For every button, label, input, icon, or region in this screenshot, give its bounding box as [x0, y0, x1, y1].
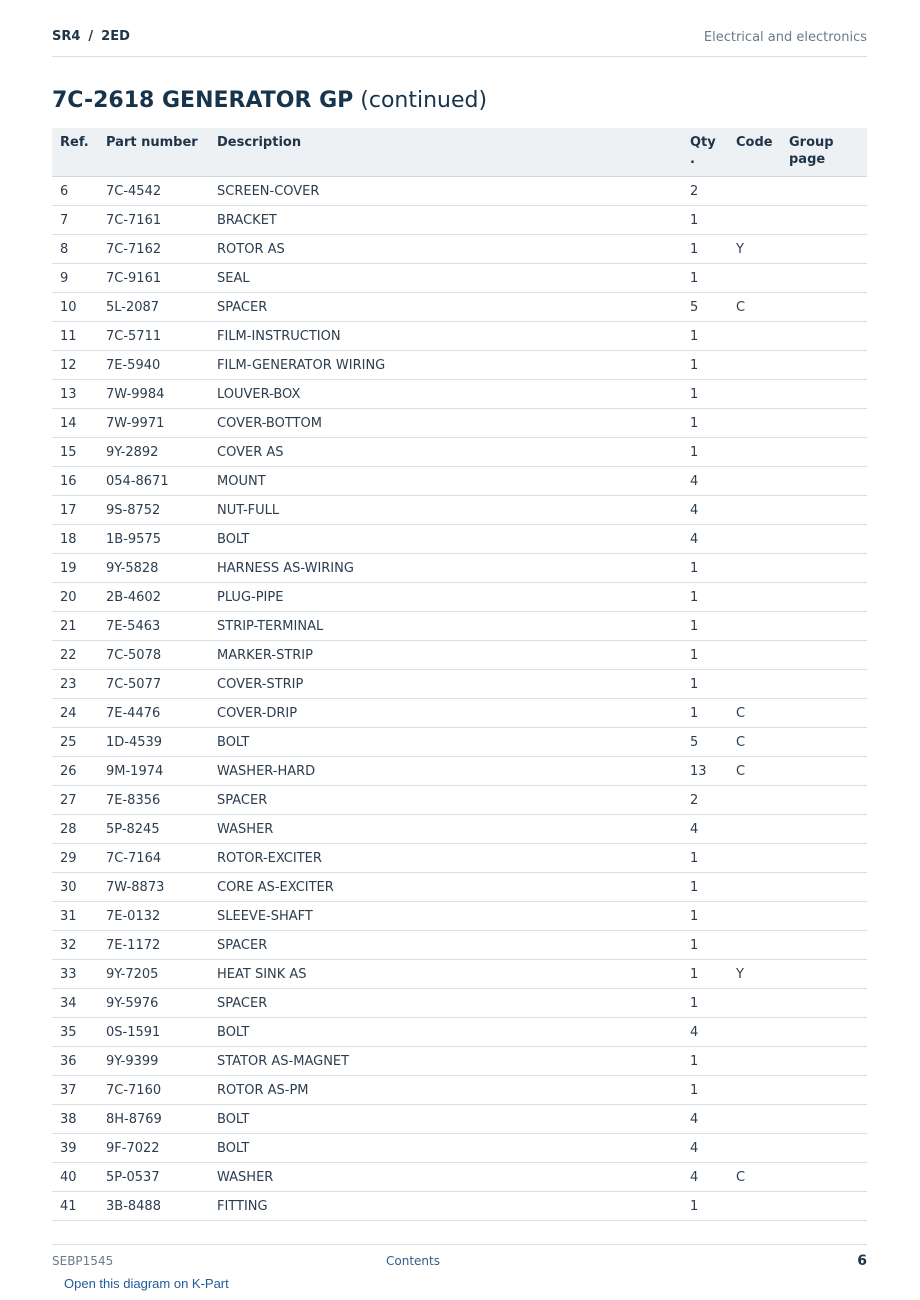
part-number-cell: 7C-4542: [98, 177, 209, 206]
group-page-cell: [781, 293, 867, 322]
description-cell: MOUNT: [209, 467, 682, 496]
table-row: [52, 612, 867, 641]
group-page-cell: [781, 554, 867, 583]
ref-cell: 24: [52, 699, 98, 728]
table-row: [52, 409, 867, 438]
group-page-cell: [781, 757, 867, 786]
group-page-cell: [781, 1047, 867, 1076]
part-number-cell: 5P-8245: [98, 815, 209, 844]
part-number-cell: 7E-8356: [98, 786, 209, 815]
group-page-cell: [781, 525, 867, 554]
part-number-cell: 7W-9984: [98, 380, 209, 409]
code-cell: [728, 1105, 781, 1134]
column-header-description: [209, 128, 682, 177]
qty-cell: 1: [682, 1192, 728, 1221]
qty-cell: 1: [682, 670, 728, 699]
qty-header-label: Qty .: [690, 135, 716, 167]
ref-cell: 28: [52, 815, 98, 844]
part-number-cell: 7E-1172: [98, 931, 209, 960]
group-page-cell: [781, 264, 867, 293]
code-cell: [728, 438, 781, 467]
table-row: [52, 1018, 867, 1047]
description-cell: ROTOR AS: [209, 235, 682, 264]
model-label: SR4: [52, 29, 81, 44]
table-row: [52, 844, 867, 873]
description-cell: ROTOR AS-PM: [209, 1076, 682, 1105]
part-header-label: Part number: [106, 135, 198, 150]
qty-cell: 1: [682, 409, 728, 438]
description-cell: BOLT: [209, 525, 682, 554]
description-cell: BOLT: [209, 1134, 682, 1163]
group-page-cell: [781, 931, 867, 960]
code-cell: C: [728, 1163, 781, 1192]
ref-cell: 22: [52, 641, 98, 670]
description-cell: SPACER: [209, 293, 682, 322]
page-footer: [52, 1244, 867, 1275]
code-cell: [728, 815, 781, 844]
group-page-cell: [781, 206, 867, 235]
group-page-cell: [781, 351, 867, 380]
table-row: [52, 1192, 867, 1221]
group-page-cell: [781, 235, 867, 264]
qty-cell: 4: [682, 815, 728, 844]
table-row: [52, 1076, 867, 1105]
parts-table-body: [52, 177, 867, 1221]
qty-cell: 1: [682, 844, 728, 873]
qty-cell: 1: [682, 322, 728, 351]
group-page-cell: [781, 583, 867, 612]
code-cell: [728, 554, 781, 583]
description-cell: SPACER: [209, 786, 682, 815]
ref-header-label: Ref.: [60, 135, 89, 150]
description-cell: STATOR AS-MAGNET: [209, 1047, 682, 1076]
contents-link[interactable]: Contents: [386, 1254, 440, 1268]
table-row: [52, 815, 867, 844]
column-header-qty: [682, 128, 728, 177]
qty-cell: 1: [682, 235, 728, 264]
qty-cell: 1: [682, 612, 728, 641]
code-cell: [728, 264, 781, 293]
group-page-cell: [781, 177, 867, 206]
group-page-cell: [781, 670, 867, 699]
qty-cell: 4: [682, 1018, 728, 1047]
ref-cell: 12: [52, 351, 98, 380]
table-row: [52, 351, 867, 380]
ref-cell: 14: [52, 409, 98, 438]
description-cell: ROTOR-EXCITER: [209, 844, 682, 873]
description-cell: WASHER: [209, 815, 682, 844]
ref-cell: 39: [52, 1134, 98, 1163]
table-row: [52, 1163, 867, 1192]
group-page-cell: [781, 380, 867, 409]
table-row: [52, 786, 867, 815]
ref-cell: 41: [52, 1192, 98, 1221]
part-number-cell: 7W-8873: [98, 873, 209, 902]
ref-cell: 17: [52, 496, 98, 525]
description-cell: MARKER-STRIP: [209, 641, 682, 670]
qty-cell: 2: [682, 786, 728, 815]
table-row: [52, 525, 867, 554]
qty-cell: 4: [682, 1105, 728, 1134]
description-cell: COVER-STRIP: [209, 670, 682, 699]
part-number-cell: 9Y-7205: [98, 960, 209, 989]
table-row: [52, 293, 867, 322]
code-cell: [728, 844, 781, 873]
table-row: [52, 873, 867, 902]
edition-label: 2ED: [101, 29, 130, 44]
code-cell: [728, 670, 781, 699]
part-number-cell: 7E-0132: [98, 902, 209, 931]
part-number-cell: 5L-2087: [98, 293, 209, 322]
code-cell: C: [728, 728, 781, 757]
part-number-cell: 7E-5940: [98, 351, 209, 380]
table-row: [52, 670, 867, 699]
table-row: [52, 757, 867, 786]
ref-cell: 40: [52, 1163, 98, 1192]
code-cell: [728, 641, 781, 670]
code-cell: [728, 322, 781, 351]
ref-cell: 25: [52, 728, 98, 757]
desc-header-label: Description: [217, 135, 302, 150]
group-page-cell: [781, 989, 867, 1018]
group-page-cell: [781, 960, 867, 989]
code-cell: [728, 380, 781, 409]
description-cell: SPACER: [209, 931, 682, 960]
ref-cell: 31: [52, 902, 98, 931]
qty-cell: 1: [682, 380, 728, 409]
page-title-main: 7C-2618 GENERATOR GP: [52, 88, 354, 113]
part-number-cell: 7C-5078: [98, 641, 209, 670]
qty-cell: 1: [682, 438, 728, 467]
table-row: [52, 641, 867, 670]
document-id: SEBP1545: [52, 1254, 114, 1268]
ref-cell: 30: [52, 873, 98, 902]
open-diagram-link[interactable]: Open this diagram on K-Part: [64, 1276, 229, 1291]
qty-cell: 1: [682, 989, 728, 1018]
code-cell: [728, 467, 781, 496]
group-page-cell: [781, 641, 867, 670]
code-cell: [728, 902, 781, 931]
qty-cell: 4: [682, 525, 728, 554]
group-page-cell: [781, 902, 867, 931]
table-row: [52, 902, 867, 931]
code-cell: [728, 1047, 781, 1076]
group-page-cell: [781, 1163, 867, 1192]
group-page-cell: [781, 1018, 867, 1047]
part-number-cell: 1B-9575: [98, 525, 209, 554]
qty-cell: 1: [682, 699, 728, 728]
table-row: [52, 206, 867, 235]
page-title: [52, 88, 487, 113]
description-cell: SPACER: [209, 989, 682, 1018]
qty-cell: 4: [682, 1134, 728, 1163]
group-page-cell: [781, 728, 867, 757]
qty-cell: 13: [682, 757, 728, 786]
description-cell: BOLT: [209, 728, 682, 757]
code-cell: [728, 931, 781, 960]
group-page-cell: [781, 1134, 867, 1163]
ref-cell: 23: [52, 670, 98, 699]
qty-cell: 1: [682, 583, 728, 612]
part-number-cell: 9M-1974: [98, 757, 209, 786]
qty-cell: 5: [682, 728, 728, 757]
group-page-cell: [781, 322, 867, 351]
description-cell: WASHER: [209, 1163, 682, 1192]
column-header-group-page: [781, 128, 867, 177]
qty-cell: 1: [682, 902, 728, 931]
group-page-cell: [781, 1105, 867, 1134]
description-cell: CORE AS-EXCITER: [209, 873, 682, 902]
table-row: [52, 380, 867, 409]
part-number-cell: 8H-8769: [98, 1105, 209, 1134]
qty-cell: 4: [682, 496, 728, 525]
ref-cell: 6: [52, 177, 98, 206]
part-number-cell: 7W-9971: [98, 409, 209, 438]
code-header-label: Code: [736, 135, 773, 150]
code-cell: Y: [728, 235, 781, 264]
ref-cell: 20: [52, 583, 98, 612]
description-cell: LOUVER-BOX: [209, 380, 682, 409]
description-cell: BOLT: [209, 1018, 682, 1047]
part-number-cell: 7E-5463: [98, 612, 209, 641]
description-cell: FITTING: [209, 1192, 682, 1221]
description-cell: SLEEVE-SHAFT: [209, 902, 682, 931]
qty-cell: 4: [682, 1163, 728, 1192]
table-row: [52, 960, 867, 989]
ref-cell: 26: [52, 757, 98, 786]
group-page-cell: [781, 409, 867, 438]
group-header-label: Group page: [789, 135, 834, 167]
ref-cell: 38: [52, 1105, 98, 1134]
table-row: [52, 1105, 867, 1134]
description-cell: PLUG-PIPE: [209, 583, 682, 612]
description-cell: STRIP-TERMINAL: [209, 612, 682, 641]
group-page-cell: [781, 612, 867, 641]
ref-cell: 7: [52, 206, 98, 235]
section-title: Electrical and electronics: [703, 30, 867, 45]
code-cell: [728, 1018, 781, 1047]
code-cell: C: [728, 757, 781, 786]
table-row: [52, 699, 867, 728]
ref-cell: 37: [52, 1076, 98, 1105]
ref-cell: 10: [52, 293, 98, 322]
code-cell: [728, 351, 781, 380]
ref-cell: 11: [52, 322, 98, 351]
part-number-cell: 9Y-5976: [98, 989, 209, 1018]
description-cell: COVER AS: [209, 438, 682, 467]
description-cell: HEAT SINK AS: [209, 960, 682, 989]
group-page-cell: [781, 873, 867, 902]
group-page-cell: [781, 815, 867, 844]
qty-cell: 1: [682, 554, 728, 583]
qty-cell: 1: [682, 641, 728, 670]
table-row: [52, 177, 867, 206]
table-row: [52, 931, 867, 960]
group-page-cell: [781, 496, 867, 525]
description-cell: NUT-FULL: [209, 496, 682, 525]
part-number-cell: 2B-4602: [98, 583, 209, 612]
qty-cell: 1: [682, 1047, 728, 1076]
ref-cell: 32: [52, 931, 98, 960]
group-page-cell: [781, 844, 867, 873]
part-number-cell: 1D-4539: [98, 728, 209, 757]
code-cell: [728, 496, 781, 525]
ref-cell: 13: [52, 380, 98, 409]
code-cell: C: [728, 699, 781, 728]
code-cell: [728, 786, 781, 815]
ref-cell: 19: [52, 554, 98, 583]
group-page-cell: [781, 1076, 867, 1105]
qty-cell: 5: [682, 293, 728, 322]
code-cell: [728, 1192, 781, 1221]
description-cell: BOLT: [209, 1105, 682, 1134]
description-cell: SEAL: [209, 264, 682, 293]
ref-cell: 34: [52, 989, 98, 1018]
part-number-cell: 9Y-9399: [98, 1047, 209, 1076]
table-row: [52, 496, 867, 525]
qty-cell: 2: [682, 177, 728, 206]
table-row: [52, 583, 867, 612]
ref-cell: 18: [52, 525, 98, 554]
breadcrumb: [52, 29, 130, 44]
description-cell: SCREEN-COVER: [209, 177, 682, 206]
ref-cell: 29: [52, 844, 98, 873]
page-title-suffix: (continued): [360, 88, 488, 113]
code-cell: [728, 525, 781, 554]
table-row: [52, 1047, 867, 1076]
table-header-row: [52, 128, 867, 177]
part-number-cell: 9Y-2892: [98, 438, 209, 467]
qty-cell: 1: [682, 351, 728, 380]
part-number-cell: 7C-7160: [98, 1076, 209, 1105]
description-cell: HARNESS AS-WIRING: [209, 554, 682, 583]
qty-cell: 1: [682, 1076, 728, 1105]
part-number-cell: 0S-1591: [98, 1018, 209, 1047]
qty-cell: 4: [682, 467, 728, 496]
ref-cell: 33: [52, 960, 98, 989]
ref-cell: 9: [52, 264, 98, 293]
code-cell: [728, 409, 781, 438]
part-number-cell: 5P-0537: [98, 1163, 209, 1192]
ref-cell: 36: [52, 1047, 98, 1076]
description-cell: BRACKET: [209, 206, 682, 235]
code-cell: [728, 612, 781, 641]
group-page-cell: [781, 786, 867, 815]
table-row: [52, 467, 867, 496]
breadcrumb-separator: /: [88, 29, 94, 44]
table-row: [52, 264, 867, 293]
code-cell: [728, 989, 781, 1018]
code-cell: [728, 583, 781, 612]
code-cell: [728, 1076, 781, 1105]
group-page-cell: [781, 699, 867, 728]
part-number-cell: 054-8671: [98, 467, 209, 496]
qty-cell: 1: [682, 873, 728, 902]
table-row: [52, 1134, 867, 1163]
qty-cell: 1: [682, 264, 728, 293]
group-page-cell: [781, 438, 867, 467]
column-header-code: [728, 128, 781, 177]
part-number-cell: 7E-4476: [98, 699, 209, 728]
qty-cell: 1: [682, 931, 728, 960]
code-cell: [728, 873, 781, 902]
ref-cell: 21: [52, 612, 98, 641]
code-cell: [728, 177, 781, 206]
table-row: [52, 989, 867, 1018]
part-number-cell: 7C-5077: [98, 670, 209, 699]
code-cell: [728, 1134, 781, 1163]
code-cell: [728, 206, 781, 235]
part-number-cell: 9S-8752: [98, 496, 209, 525]
ref-cell: 27: [52, 786, 98, 815]
page-header: [52, 28, 867, 57]
parts-table: [52, 128, 867, 1221]
table-row: [52, 322, 867, 351]
column-header-part-number: [98, 128, 209, 177]
part-number-cell: 7C-5711: [98, 322, 209, 351]
ref-cell: 16: [52, 467, 98, 496]
table-row: [52, 235, 867, 264]
qty-cell: 1: [682, 960, 728, 989]
table-row: [52, 554, 867, 583]
part-number-cell: 7C-7164: [98, 844, 209, 873]
part-number-cell: 7C-9161: [98, 264, 209, 293]
ref-cell: 35: [52, 1018, 98, 1047]
code-cell: C: [728, 293, 781, 322]
qty-cell: 1: [682, 206, 728, 235]
group-page-cell: [781, 1192, 867, 1221]
part-number-cell: 7C-7161: [98, 206, 209, 235]
code-cell: Y: [728, 960, 781, 989]
table-row: [52, 438, 867, 467]
part-number-cell: 9F-7022: [98, 1134, 209, 1163]
part-number-cell: 9Y-5828: [98, 554, 209, 583]
description-cell: COVER-DRIP: [209, 699, 682, 728]
description-cell: FILM-GENERATOR WIRING: [209, 351, 682, 380]
column-header-ref: [52, 128, 98, 177]
description-cell: COVER-BOTTOM: [209, 409, 682, 438]
part-number-cell: 7C-7162: [98, 235, 209, 264]
description-cell: FILM-INSTRUCTION: [209, 322, 682, 351]
description-cell: WASHER-HARD: [209, 757, 682, 786]
part-number-cell: 3B-8488: [98, 1192, 209, 1221]
table-row: [52, 728, 867, 757]
ref-cell: 15: [52, 438, 98, 467]
group-page-cell: [781, 467, 867, 496]
page-number: 6: [857, 1253, 867, 1269]
ref-cell: 8: [52, 235, 98, 264]
